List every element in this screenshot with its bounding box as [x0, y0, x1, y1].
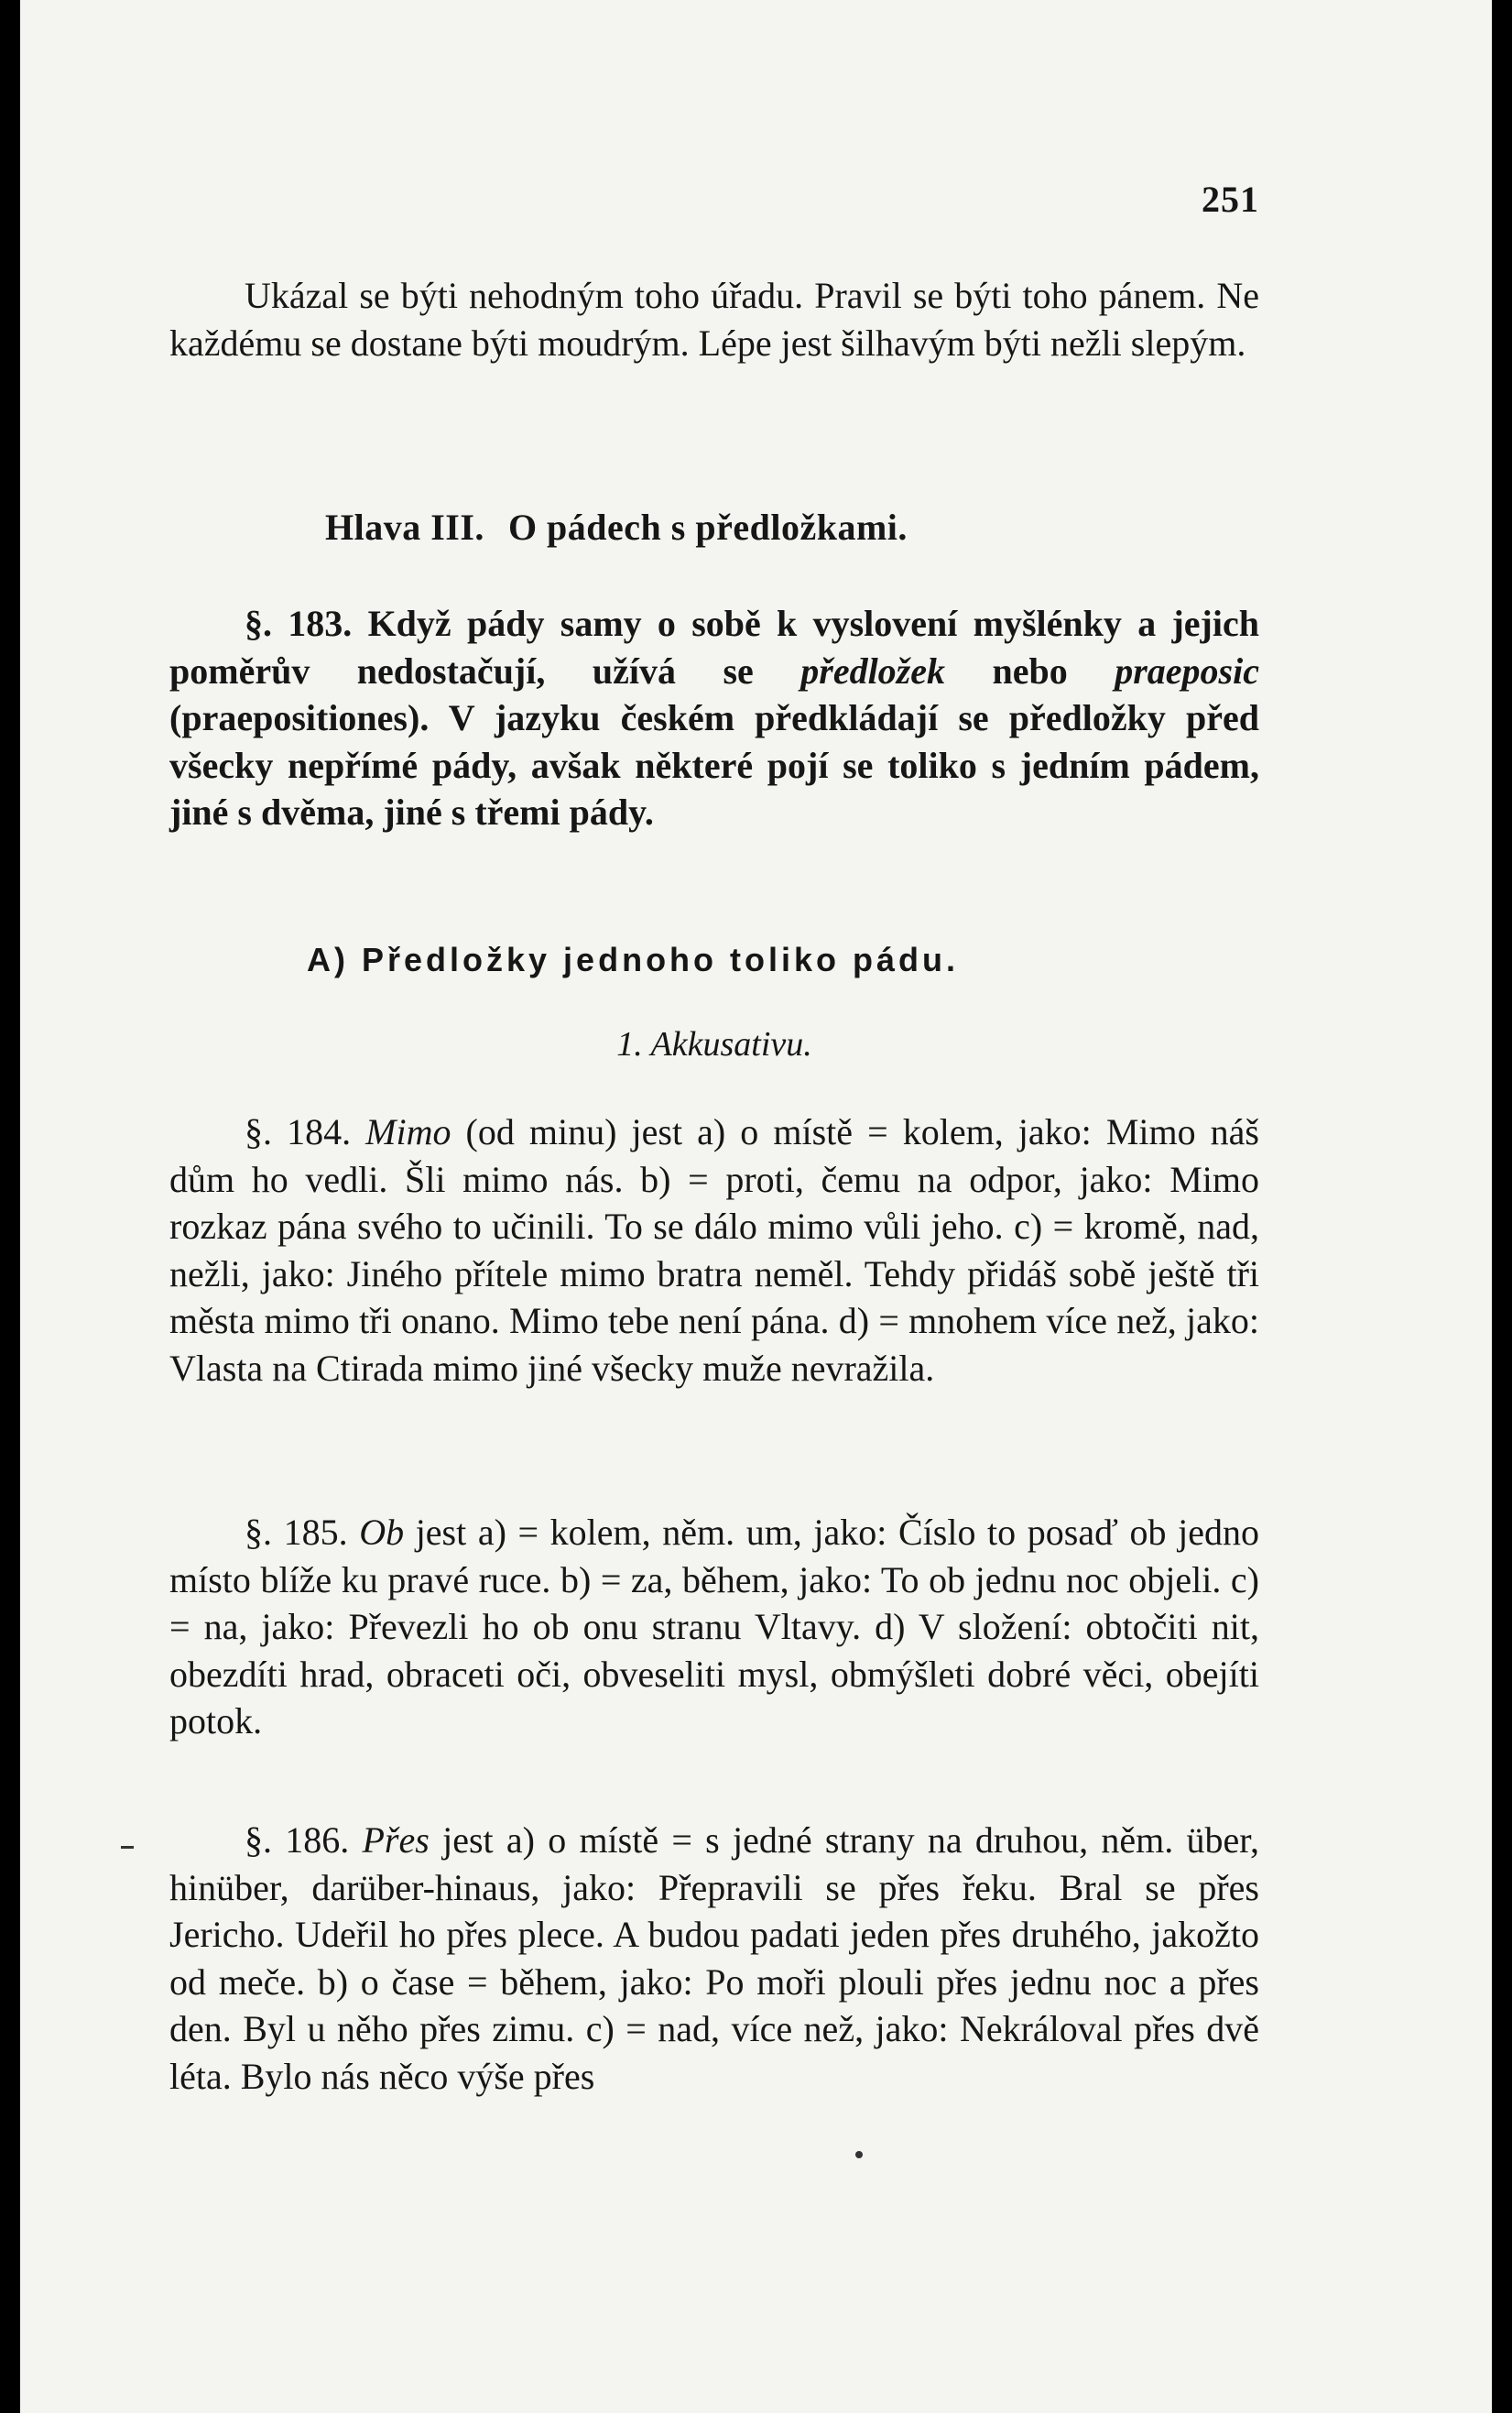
margin-mark — [121, 1846, 134, 1849]
section-183-mid: nebo — [945, 650, 1115, 692]
section-184-lead: §. 184. — [245, 1111, 366, 1152]
section-184-rest: (od minu) jest a) o místě = kolem, jako: Mimo náš dům ho vedli. Šli mimo nás. b) = proti, čemu na odpor, jako: Mimo rozkaz pána svého to učinili. To se dálo mimo vůli jeho. c) = kromě, nad, nežli, jako: Jiného přítele mimo bratra neměl. Tehdy přidáš sobě ještě tři města mimo tři onano. Mimo tebe není pána. d) = mnohem více než, jako: Vlasta na Ctirada mimo jiné všecky muže nevražila. — [169, 1111, 1260, 1389]
section-185-rest: jest a) = kolem, něm. um, jako: Číslo to posaď ob jedno místo blíže ku pravé ruce. b) = za, během, jako: To ob jednu noc objeli. c) = na, jako: Převezli ho ob onu stranu Vltavy. d) V složení: obtočiti nit, obezdíti hrad, obraceti oči, obveseliti mysl, obmýšleti dobré věci, obejíti potok. — [169, 1512, 1259, 1742]
section-186-paragraph — [169, 1817, 1259, 2100]
chapter-title-number: Hlava III. — [325, 507, 484, 548]
ink-dot — [855, 2151, 863, 2158]
section-185-term: Ob — [359, 1512, 405, 1553]
chapter-title-text: O pádech s předložkami. — [507, 507, 908, 548]
subheading-akkusativu: 1. Akkusativu. — [616, 1025, 812, 1064]
section-183-lead: §. 183. Když pády samy o sobě k vyslovení myšlénky a jejich poměrův nedostačují, užívá se — [169, 603, 1259, 692]
section-183-term-praeposic: praeposic — [1115, 650, 1259, 692]
section-186-term: Přes — [362, 1819, 430, 1861]
section-186-lead: §. 186. — [245, 1819, 363, 1861]
section-183-paragraph — [169, 600, 1259, 836]
chapter-title — [325, 504, 908, 551]
book-page — [20, 0, 1492, 2413]
section-185-paragraph — [169, 1509, 1259, 1745]
section-184-term: Mimo — [365, 1111, 451, 1152]
section-183-rest: (praepositiones). V jazyku českém předkládají se předložky před všecky nepřímé pády, avšak některé pojí se toliko s jedním pádem, jiné s dvěma, jiné s třemi pády. — [169, 697, 1259, 833]
section-186-rest: jest a) o místě = s jedné strany na druhou, něm. über, hinüber, darüber-hinaus, jako: Přepravili se přes řeku. Bral se přes Jericho. Udeřil ho přes plece. A budou padati jeden přes druhého, jakožto od meče. b) o čase = během, jako: Po moři plouli přes jednu noc a přes den. Byl u něho přes zimu. c) = nad, více než, jako: Nekráloval přes dvě léta. Bylo nás něco výše přes — [169, 1819, 1259, 2097]
heading-a: A) Předložky jednoho toliko pádu. — [307, 941, 960, 978]
intro-paragraph: Ukázal se býti nehodným toho úřadu. Pravil se býti toho pánem. Ne každému se dostane býti moudrým. Lépe jest šilhavým býti nežli slepým. — [169, 275, 1259, 364]
section-184-paragraph — [169, 1108, 1259, 1392]
section-183-term-predlozek: předložek — [800, 650, 946, 692]
section-185-lead: §. 185. — [245, 1512, 360, 1553]
page-number: 251 — [1202, 179, 1259, 220]
